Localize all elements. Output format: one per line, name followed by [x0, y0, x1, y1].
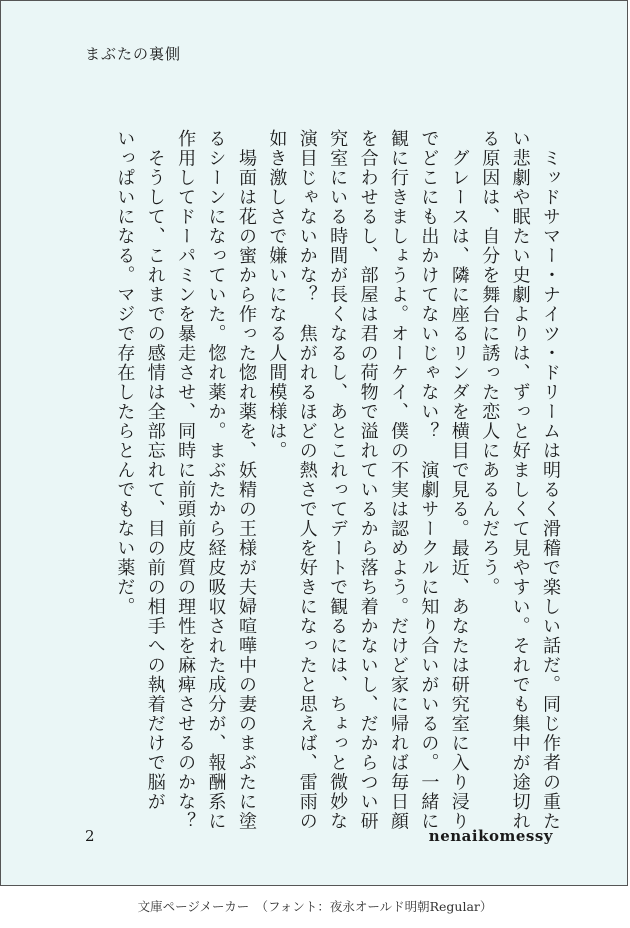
text-line: る原因は、自分を舞台に誘った恋人にあるんだろう。	[479, 129, 501, 597]
page-header-title: まぶたの裏側	[85, 45, 182, 63]
text-line: いっぱいになる。マジで存在したらとんでもない薬だ。	[114, 129, 136, 617]
text-line: 作用してドーパミンを暴走させ、同時に前頭前皮質の理性を麻痺させるのかな？	[175, 129, 197, 831]
vertical-body-text	[109, 129, 565, 831]
text-line: 究室にいる時間が長くなるし、あとこれってデートで観るには、ちょっと微妙な	[327, 129, 349, 831]
text-line: るシーンになっていた。惚れ薬か。まぶたから経皮吸収された成分が、報酬系に	[205, 129, 227, 831]
text-line: そうして、これまでの感情は全部忘れて、目の前の相手への執着だけで脳が	[144, 129, 166, 812]
text-line: 演目じゃないかな？ 焦がれるほどの熱さで人を好きになったと思えば、雷雨の	[296, 129, 318, 831]
text-line: い悲劇や眠たい史劇よりは、ずっと好ましくて見やすい。それでも集中が途切れ	[509, 129, 531, 831]
text-line: グレースは、隣に座るリンダを横目で見る。最近、あなたは研究室に入り浸り	[448, 129, 470, 831]
text-line: を合わせるし、部屋は君の荷物で溢れているから落ち着かないし、だからつい研	[357, 129, 379, 831]
text-line: 場面は花の蜜から作った惚れ薬を、妖精の王様が夫婦喧嘩中の妻のまぶたに塗	[235, 129, 257, 831]
page-number: 2	[85, 827, 95, 845]
text-line: 如き激しさで嫌いになる人間模様は。	[266, 129, 288, 461]
text-line: ミッドサマー・ナイツ・ドリームは明るく滑稽で楽しい話だ。同じ作者の重た	[540, 129, 561, 831]
text-line: でどこにも出かけてないじゃない？ 演劇サークルに知り合いがいるの。一緒に	[418, 129, 440, 831]
author-name: nenaikomessy	[428, 827, 553, 845]
text-line: 観に行きましょうよ。オーケイ、僕の不実は認めよう。だけど家に帰れば毎日顔	[387, 129, 409, 831]
footer-credit: 文庫ページメーカー （フォント：夜永オールド明朝Regular）	[137, 899, 493, 914]
